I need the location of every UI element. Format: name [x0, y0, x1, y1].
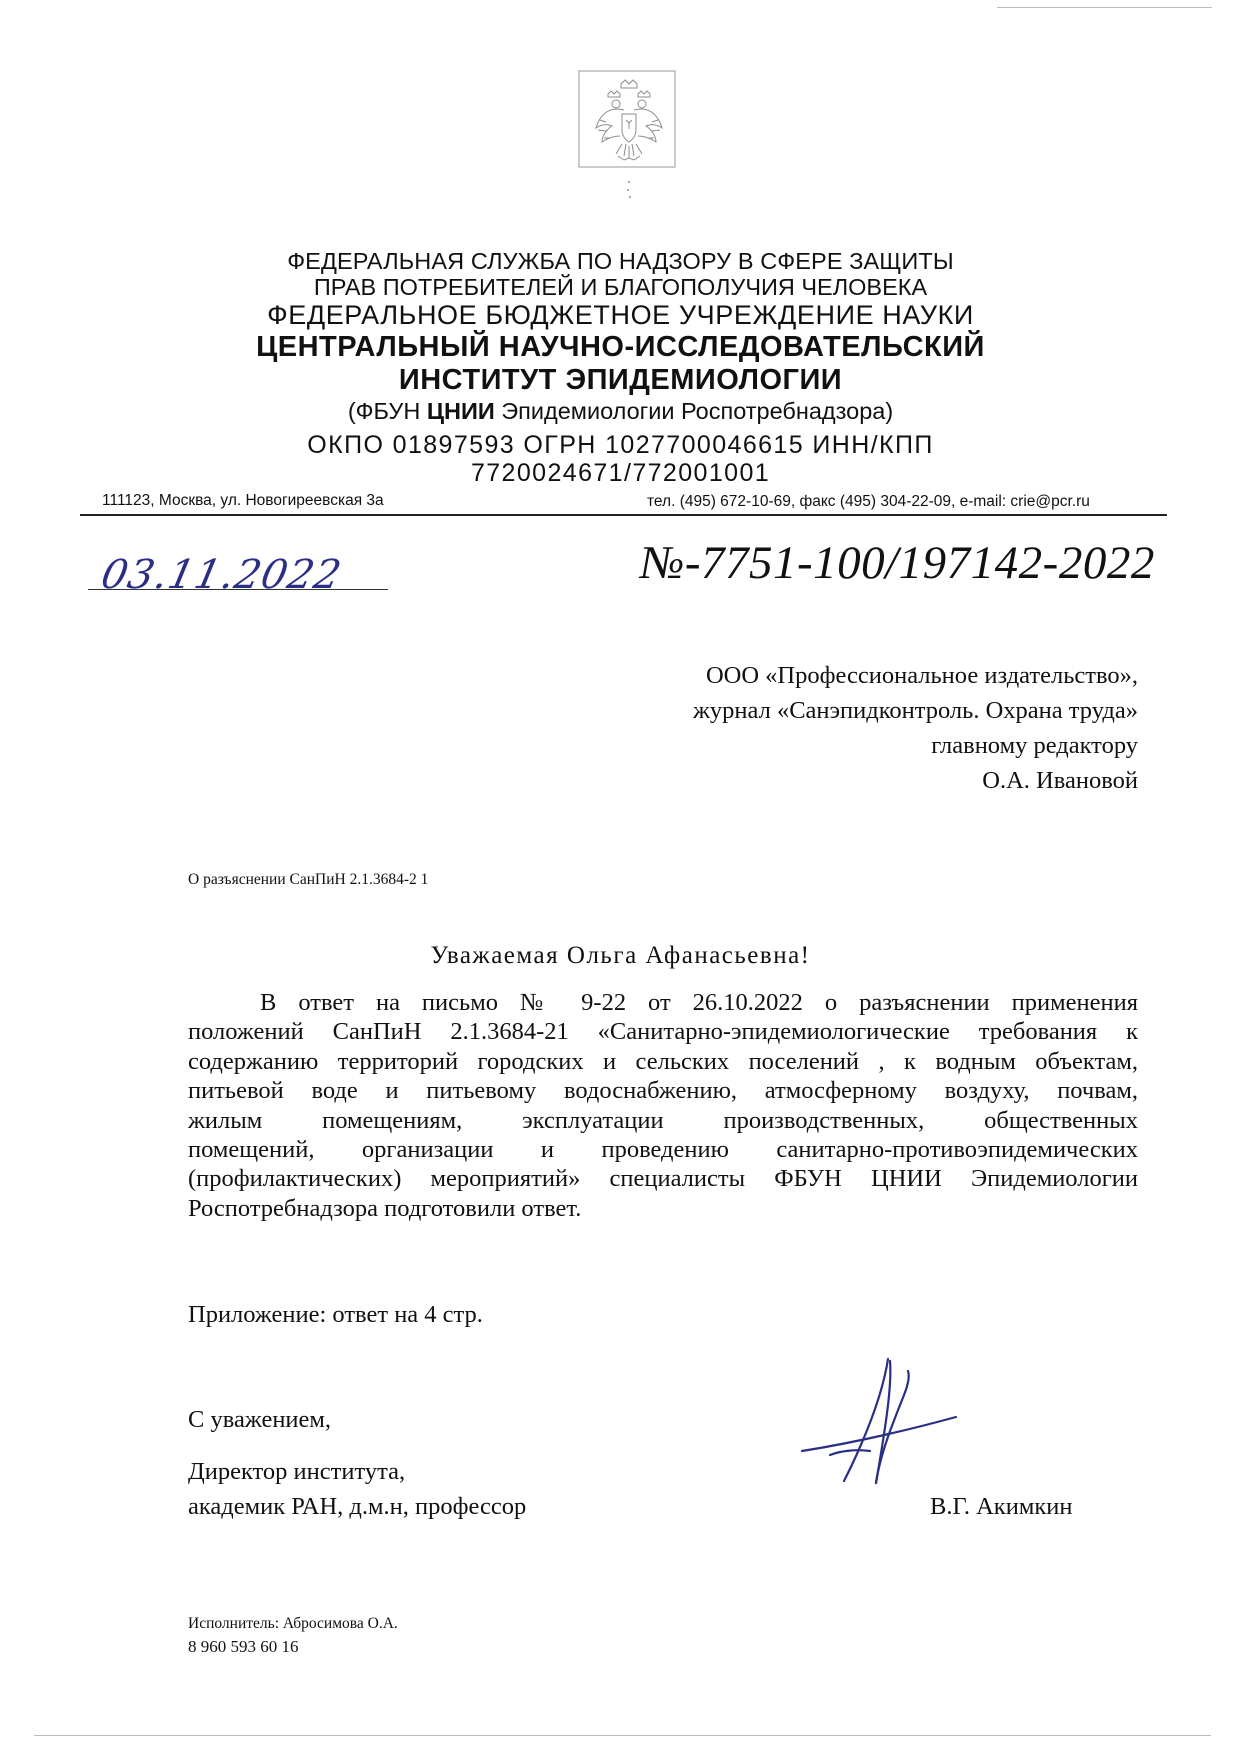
document-number: №-7751-100/197142-2022: [640, 537, 1155, 589]
body-line: помещений, организации и проведению санитарно-противоэпидемических: [188, 1135, 1138, 1163]
addressee-line1: ООО «Профессиональное издательство»,: [705, 662, 1138, 689]
letterhead-inn-kpp: 7720024671/772001001: [470, 459, 771, 487]
body-line: В ответ на письмо № 9-22 от 26.10.2022 о разъяснении применения: [260, 989, 1138, 1016]
abbreviation-open: (ФБУН: [347, 398, 427, 424]
attachment-note: Приложение: ответ на 4 стр.: [188, 1301, 483, 1328]
letterhead-address: 111123, Москва, ул. Новогиреевская 3а: [102, 492, 384, 509]
letter-body: [188, 988, 1138, 1223]
letter-subject: О разъяснении СанПиН 2.1.3684-2 1: [188, 871, 429, 888]
signer-position-line2: академик РАН, д.м.н, профессор: [188, 1493, 527, 1520]
signer-position-line1: Директор института,: [188, 1458, 406, 1485]
coat-of-arms-emblem: [578, 70, 680, 204]
letterhead-registry-codes: ОКПО 01897593 ОГРН 1027700046615 ИНН/КПП: [307, 431, 934, 459]
abbreviation-bold: ЦНИИ: [426, 398, 495, 424]
executor-name: Исполнитель: Абросимова О.А.: [188, 1615, 398, 1632]
body-line: содержанию территорий городских и сельских поселений , к водным объектам,: [188, 1047, 1138, 1075]
signer-name: В.Г. Акимкин: [930, 1493, 1073, 1520]
body-line: питьевой воде и питьевому водоснабжению, атмосферному воздуху, почвам,: [188, 1077, 1138, 1105]
body-line: (профилактических) мероприятий» специалисты ФБУН ЦНИИ Эпидемиологии: [188, 1165, 1138, 1193]
body-line: Роспотребнадзора подготовили ответ.: [188, 1194, 582, 1222]
letter-greeting: Уважаемая Ольга Афанасьевна!: [430, 942, 811, 969]
letterhead-institution-name-line2: ИНСТИТУТ ЭПИДЕМИОЛОГИИ: [398, 364, 843, 396]
handwritten-date: [88, 552, 388, 602]
letterhead-institution-name-line1: ЦЕНТРАЛЬНЫЙ НАУЧНО-ИССЛЕДОВАТЕЛЬСКИЙ: [256, 331, 985, 363]
top-edge-rule: [997, 7, 1212, 8]
executor-phone: 8 960 593 60 16: [188, 1637, 299, 1656]
addressee-line2: журнал «Санэпидконтроль. Охрана труда»: [692, 697, 1138, 724]
bottom-edge-rule: [34, 1735, 1211, 1736]
abbreviation-rest: Эпидемиологии Роспотребнадзора): [494, 398, 894, 424]
letterhead-agency-line2: ПРАВ ПОТРЕБИТЕЛЕЙ И БЛАГОПОЛУЧИЯ ЧЕЛОВЕКА: [313, 274, 928, 300]
letterhead-contacts: тел. (495) 672-10-69, факс (495) 304-22-09, e-mail: crie@pcr.ru: [647, 493, 1090, 510]
closing-regards: С уважением,: [188, 1406, 332, 1433]
handwritten-date-text: 03.11.2022: [97, 552, 346, 598]
letterhead-institution-type: ФЕДЕРАЛЬНОЕ БЮДЖЕТНОЕ УЧРЕЖДЕНИЕ НАУКИ: [267, 300, 974, 330]
addressee-line3: главному редактору: [931, 732, 1138, 759]
letterhead-divider: [80, 514, 1167, 516]
body-line: положений СанПиН 2.1.3684-21 «Санитарно-эпидемиологические требования к: [188, 1018, 1138, 1046]
handwritten-signature: [800, 1355, 960, 1495]
letterhead-abbreviation: [0, 396, 1241, 426]
body-line: жилым помещениям, эксплуатации производственных, общественных: [188, 1106, 1138, 1134]
addressee-line4: О.А. Ивановой: [982, 767, 1138, 794]
letterhead-agency-line1: ФЕДЕРАЛЬНАЯ СЛУЖБА ПО НАДЗОРУ В СФЕРЕ ЗАЩИТЫ: [287, 248, 954, 274]
date-underline: [88, 589, 388, 590]
